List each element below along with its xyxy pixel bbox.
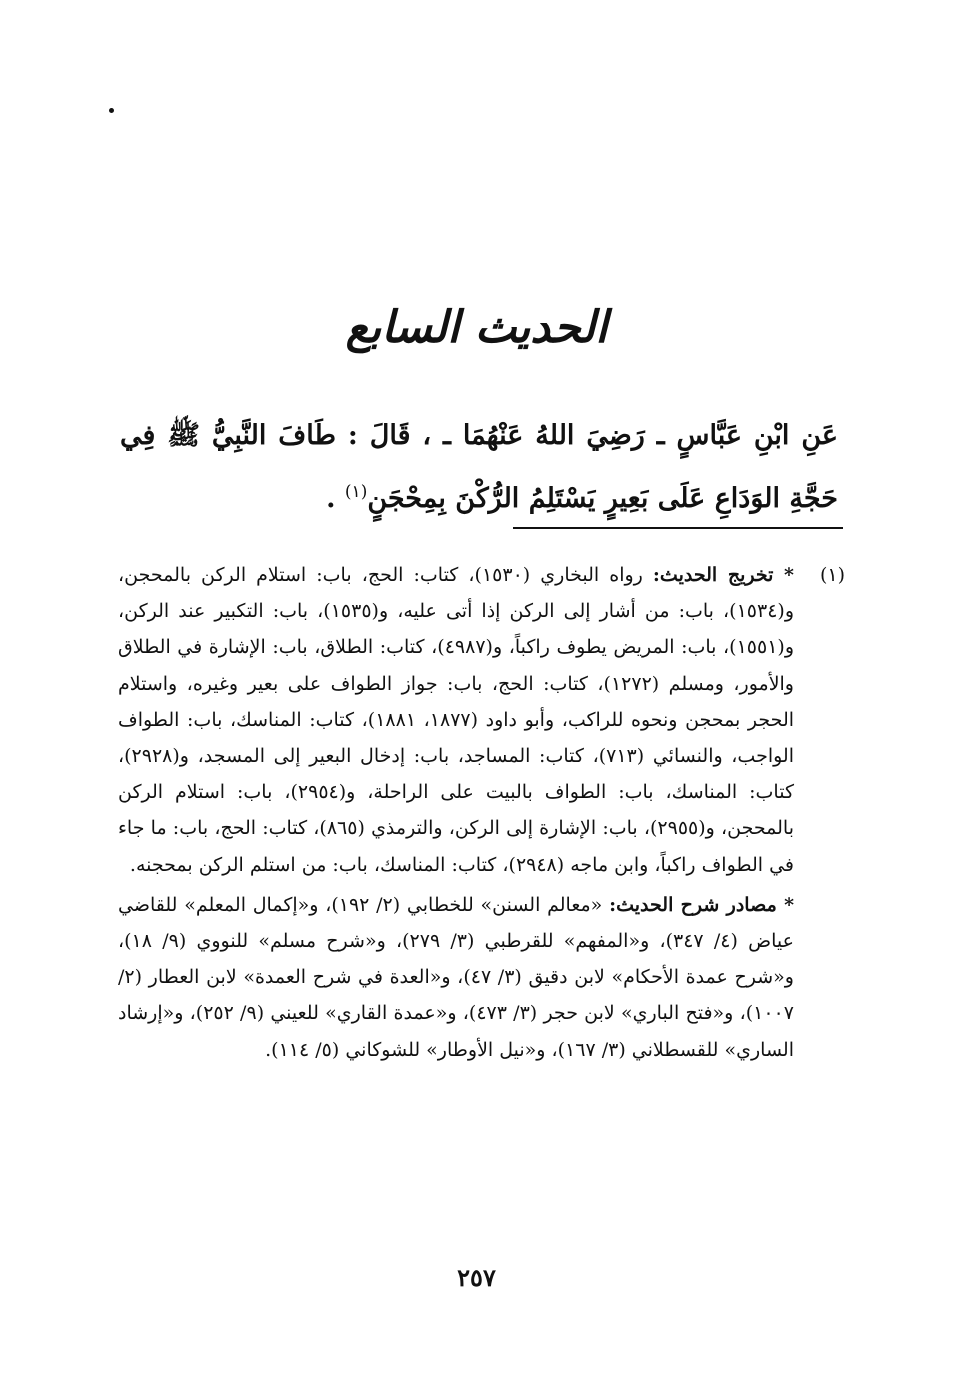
footnote xyxy=(118,557,794,1068)
hadith-end: . xyxy=(326,483,345,514)
footnote-divider xyxy=(513,527,843,529)
page-number: ٢٥٧ xyxy=(457,1263,496,1292)
takhrij-text: رواه البخاري (١٥٣٠)، كتاب: الحج، باب: استلام الركن بالمحجن، و(١٥٣٤)، باب: من أشار إلى الركن إذا أتى عليه، و(١٥٣٥)، باب: التكبير عند الركن، و(١٥٥١)، باب: المريض يطوف راكباً، و(٤٩٨٧)، كتاب: الطلاق، باب: الإشارة في الطلاق والأمور، ومسلم (١٢٧٢)، كتاب: الحج، باب: جواز الطواف على بعير وغيره، واستلام الحجر بمحجن ونحوه للراكب، وأبو داود (١٨٧٧، ١٨٨١)، كتاب: المناسك، باب: الطواف الواجب، والنسائي (٧١٣)، كتاب: المساجد، باب: إدخال البعير إلى المسجد، و(٢٩٢٨)، كتاب: المناسك، باب: الطواف بالبيت على الراحلة، و(٢٩٥٤)، باب: استلام الركن بالمحجن، و(٢٩٥٥)، باب: الإشارة إلى الركن، والترمذي (٨٦٥)، كتاب: الحج، باب: ما جاء في الطواف راكباً، وابن ماجه (٢٩٤٨)، كتاب: المناسك، باب: من استلم الركن بمحجنه. xyxy=(118,564,795,876)
stray-dot xyxy=(109,108,114,113)
hadith-text xyxy=(120,408,838,527)
chapter-title: الحديث السابع xyxy=(345,302,608,353)
takhrij-label: * تخريج الحديث: xyxy=(652,564,794,586)
footnote-number: (١) xyxy=(819,564,845,586)
sources-label: * مصادر شرح الحديث: xyxy=(609,893,795,916)
sources-paragraph xyxy=(118,887,794,1068)
hadith-body: عَنِ ابْنِ عَبَّاسٍ ـ رَضِيَ اللهُ عَنْهُمَا ـ ، قَالَ : طَافَ النَّبِيُّ ﷺ فِي حَجَّةِ الوَدَاعِ عَلَى بَعِيرٍ يَسْتَلِمُ الرُّكْنَ بِمِحْجَنٍ xyxy=(120,420,838,514)
takhrij-paragraph xyxy=(118,557,794,883)
sources-text: «معالم السنن» للخطابي (٢/ ١٩٢)، و«إكمال المعلم» للقاضي عياض (٤/ ٣٤٧)، و«المفهم» للقرطبي (٣/ ٢٧٩)، و«شرح مسلم» للنووي (٩/ ١٨)، و«شرح عمدة الأحكام» لابن دقيق (٣/ ٤٧)، و«العدة في شرح العمدة» لابن العطار (٢/ ١٠٠٧)، و«فتح الباري» لابن حجر (٣/ ٤٧٣)، و«عمدة القاري» للعيني (٩/ ٢٥٢)، و«إرشاد الساري» للقسطلاني (٣/ ١٦٧)، و«نيل الأوطار» للشوكاني (٥/ ١١٤). xyxy=(118,893,794,1061)
footnote-marker[interactable]: (١) xyxy=(344,482,368,502)
